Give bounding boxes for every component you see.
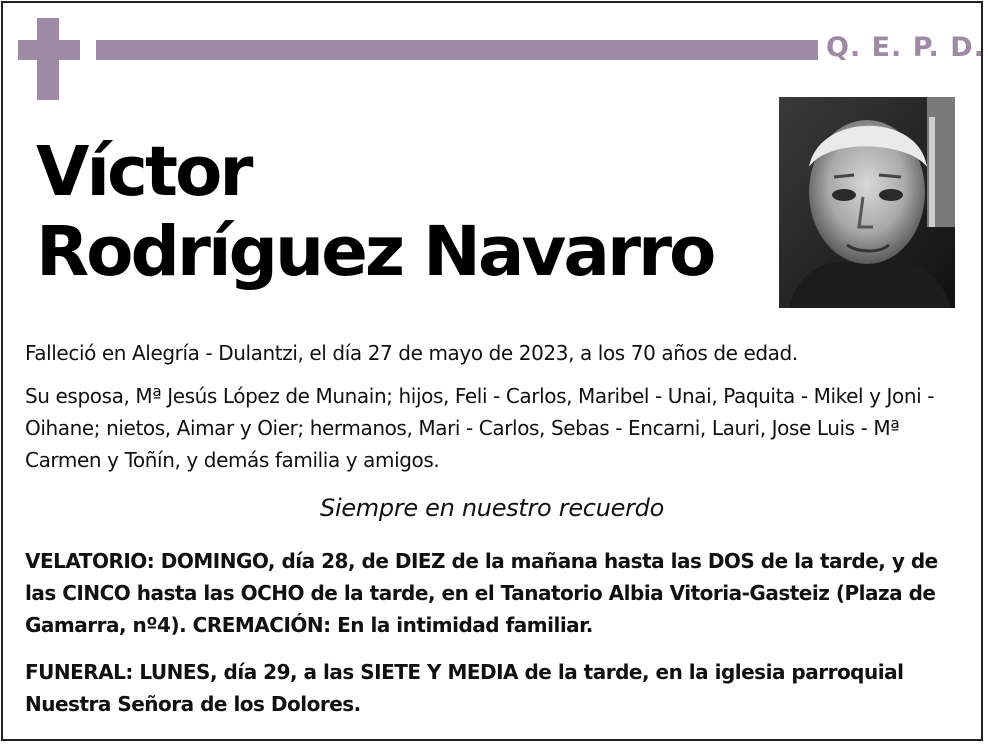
family-list-text: Su esposa, Mª Jesús López de Munain; hijos, Feli - Carlos, Maribel - Unai, Paquita - Mikel y Joni - Oihane; nietos, Aimar y Oier; hermanos, Mari - Carlos, Sebas - Encarni, Lauri, Jose Luis - Mª Carmen y Toñín, y demás familia y amigos. bbox=[25, 384, 935, 472]
cross-icon-horizontal bbox=[18, 40, 80, 60]
header-rule bbox=[96, 40, 818, 60]
death-notice-text: Falleció en Alegría - Dulantzi, el día 27 de mayo de 2023, a los 70 años de edad. bbox=[25, 341, 798, 365]
funeral-text: FUNERAL: LUNES, día 29, a las SIETE Y MEDIA de la tarde, en la iglesia parroquial Nuestra Señora de los Dolores. bbox=[25, 660, 904, 716]
wake-cremation-text: VELATORIO: DOMINGO, día 28, de DIEZ de la mañana hasta las DOS de la tarde, y de las CINCO hasta las OCHO de la tarde, en el Tanatorio Albia Vitoria-Gasteiz (Plaza de Gamarra, nº4). CREMACIÓN: En la intimidad familiar. bbox=[25, 549, 938, 637]
deceased-first-name: Víctor bbox=[36, 132, 251, 212]
portrait-image bbox=[779, 97, 955, 308]
deceased-portrait-photo bbox=[779, 97, 955, 308]
qepd-label: Q. E. P. D. bbox=[826, 32, 985, 63]
deceased-surnames: Rodríguez Navarro bbox=[36, 212, 714, 292]
memorial-motto: Siempre en nuestro recuerdo bbox=[320, 494, 664, 522]
